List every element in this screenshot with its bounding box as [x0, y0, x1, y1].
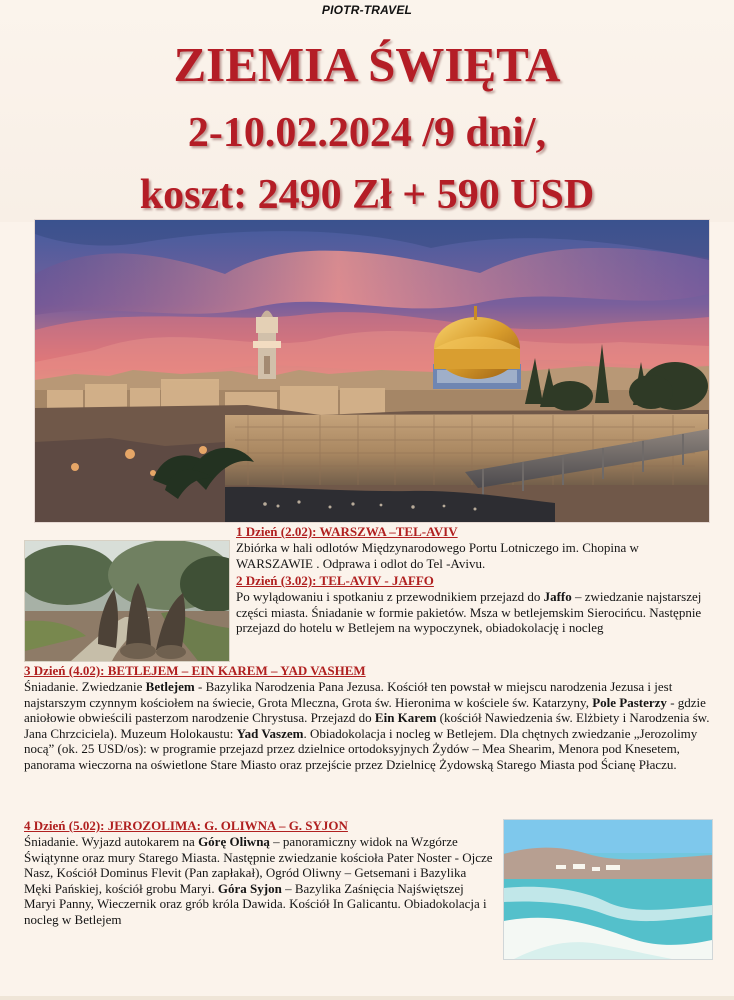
day-4-text-part: – Bazylika Zaśnięcia Najświętszej Maryi Panny, Wieczernik oraz grób króla Dawida. Kościół In Galicantu. Obiadokolacja i nocleg w Betlejem — [24, 880, 487, 927]
bottom-strip — [0, 996, 734, 1000]
day-2-description — [236, 589, 714, 636]
day-4-description — [24, 834, 496, 927]
tour-cost: koszt: 2490 Zł + 590 USD — [139, 172, 595, 218]
tour-dates: 2-10.02.2024 /9 dni/, — [187, 110, 547, 156]
jerusalem-hero-photo — [34, 219, 710, 523]
jerusalem-hero-illustration — [35, 220, 709, 522]
olive-garden-photo — [24, 540, 230, 662]
day-4-text-part: – panoramiczny widok na Wzgórze Świątynne oraz mury Starego Miasta. Następnie zwiedzanie kościoła Pater Noster - Ojcze Nasz, Kościół Dominus Flevit (Pan zapłakał), Ogród Oliwny – Getsemani i Bazylika Męki Pańskiej, kościół grobu Maryi. — [24, 834, 493, 896]
day-3-text-part: . Obiadokolacja i nocleg w Betlejem. Dla chętnych zwiedzanie „Jerozolimy nocą” (ok. 25 USD/os): w programie przejazd przez dzielnice ortodoksyjnych Żydów – Mea Shearim, Menora pod Knesetem, panorama wieczorna na oświetlone Stare Miasto oraz przejście przez Dzielnicę Żydowską Starego Miasta pod Ścianę Płaczu. — [24, 725, 698, 772]
day-3-description — [24, 679, 718, 772]
day-4-place-gora-oliwna: Górę Oliwną — [198, 834, 270, 849]
day-3-title: 3 Dzień (4.02): BETLEJEM – EIN KAREM – YAD VASHEM — [24, 663, 366, 678]
day-3-place-betlejem: Betlejem — [145, 679, 195, 694]
day-2-place-jaffo: Jaffo — [543, 589, 572, 604]
day-3-place-ein-karem: Ein Karem — [374, 710, 437, 725]
day-3-text-part: - Bazylika Narodzenia Pana Jezusa. Kościół ten powstał w miejscu narodzenia Jezusa i jest najstarszym czynnym kościołem na świecie, Grota Mleczna, Grota św. Hieronima w kościele św. Katarzyny, — [24, 679, 673, 710]
dead-sea-photo — [503, 819, 713, 960]
day-4-text-part: Śniadanie. Wyjazd autokarem na — [24, 834, 199, 849]
olive-garden-illustration — [25, 541, 229, 661]
dead-sea-illustration — [504, 820, 712, 959]
day-4-title: 4 Dzień (5.02): JEROZOLIMA: G. OLIWNA – G. SYJON — [24, 818, 348, 833]
day-1-description: Zbiórka w hali odlotów Międzynarodowego Portu Lotniczego im. Chopina w WARSZAWIE . Odprawa i odlot do Tel -Avivu. — [236, 540, 639, 571]
day-3-place-yad-vaszem: Yad Vaszem — [236, 725, 304, 741]
day-2-text-part: – zwiedzanie najstarszej części miasta. Śniadanie w formie pakietów. Msza w betlejemskim Sierocińcu. Następnie przejazd do hotelu w Betlejem na wypoczynek, obiadokolację i nocleg — [236, 589, 702, 635]
agency-brand: PIOTR-TRAVEL — [321, 3, 413, 17]
day-3-text-part: - gdzie aniołowie obwieścili pasterzom narodzenie Chrystusa. Przejazd do — [24, 694, 706, 725]
day-3-text-part: Śniadanie. Zwiedzanie — [24, 679, 146, 694]
day-2-text-part: Po wylądowaniu i spotkaniu z przewodnikiem przejazd do — [236, 589, 544, 604]
day-2-title: 2 Dzień (3.02): TEL-AVIV - JAFFO — [236, 573, 434, 588]
tour-title: ZIEMIA ŚWIĘTA — [173, 37, 561, 92]
day-1-title: 1 Dzień (2.02): WARSZWA –TEL-AVIV — [236, 524, 458, 539]
day-4-place-gora-syjon: Góra Syjon — [217, 880, 282, 896]
day-3-text-part: (kościół Nawiedzenia św. Elżbiety i Narodzenia św. Jana Chrzciciela). Muzeum Holokaustu: — [24, 710, 710, 741]
day-3-place-pole-pasterzy: Pole Pasterzy — [592, 694, 667, 710]
